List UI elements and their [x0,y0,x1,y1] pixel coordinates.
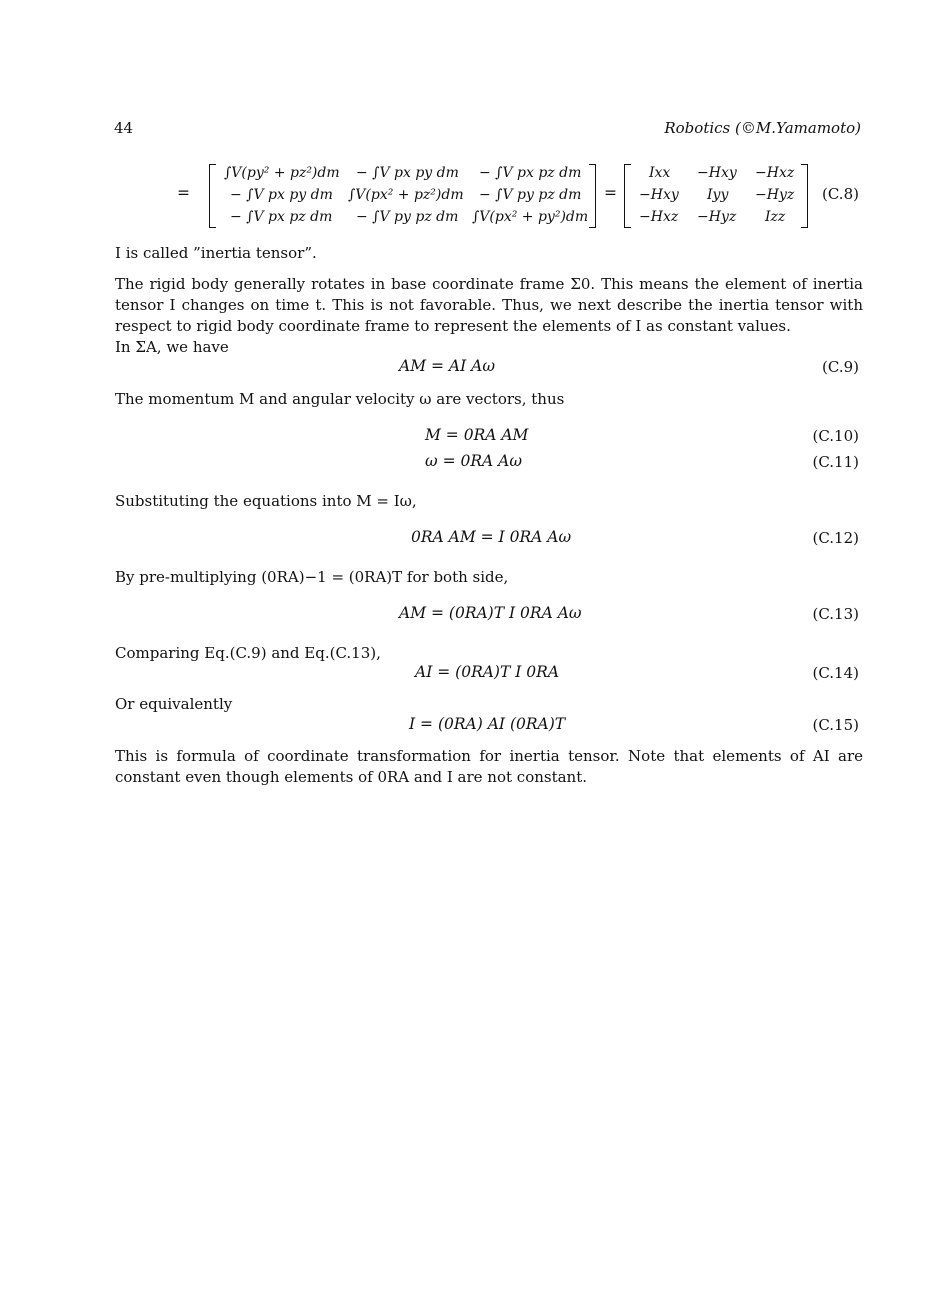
matrix-cell: ∫V(px² + pz²)dm [348,187,464,203]
left-bracket [624,164,631,228]
matrix-cell: Ixx [649,165,671,181]
paragraph: Or equivalently [115,695,233,713]
equals-sign: = [177,184,190,202]
equation-c9: AM = AI Aω [399,357,495,375]
matrix-cell: −Hxy [639,187,679,203]
matrix-cell: −Hxz [639,209,679,225]
paragraph: I is called ”inertia tensor”. [115,244,317,262]
equation-number: (C.10) [812,427,859,445]
equation-c14: AI = (0RA)T I 0RA [415,663,560,681]
equation-number: (C.14) [812,664,859,682]
paragraph: By pre-multiplying (0RA)−1 = (0RA)T for both side, [115,568,509,586]
matrix-cell: − ∫V px pz dm [230,209,333,225]
matrix-cell: −Hxz [755,165,795,181]
equation-number: (C.11) [812,453,859,471]
matrix-cell: −Hyz [755,187,795,203]
matrix-cell: ∫V(px² + py²)dm [472,209,589,225]
equation-number: (C.9) [822,358,859,376]
equals-sign: = [604,184,617,202]
paragraph: The rigid body generally rotates in base coordinate frame Σ0. This means the element of inertia tensor I changes on time t. This is not favorable. Thus, we next describe the inertia tensor with respect to rigid body coordinate frame to represent the elements of I as constant values. [115,275,863,335]
equation-number: (C.15) [812,716,859,734]
equation-c13: AM = (0RA)T I 0RA Aω [399,604,582,622]
page-number: 44 [114,119,134,137]
paragraph: The momentum M and angular velocity ω are vectors, thus [115,390,565,408]
paragraph: This is formula of coordinate transformation for inertia tensor. Note that elements of AI are constant even though elements of 0RA and I are not constant. [115,747,863,786]
left-bracket [209,164,216,228]
matrix-cell: ∫V(py² + pz²)dm [224,165,340,181]
equation-number: (C.12) [812,529,859,547]
equation-c12: 0RA AM = I 0RA Aω [411,528,572,546]
equation-c10: M = 0RA AM [425,426,529,444]
matrix-cell: − ∫V px py dm [356,165,459,181]
right-bracket [801,164,808,228]
matrix-cell: − ∫V px py dm [230,187,333,203]
matrix-cell: Iyy [707,187,729,203]
paragraph: Comparing Eq.(C.9) and Eq.(C.13), [115,644,381,662]
equation-c15: I = (0RA) AI (0RA)T [409,715,566,733]
equation-number: (C.8) [822,185,859,203]
running-title: Robotics (©M.Yamamoto) [664,119,861,137]
paragraph: Substituting the equations into M = Iω, [115,492,417,510]
equation-c11: ω = 0RA Aω [425,452,522,470]
matrix-cell: −Hxy [697,165,737,181]
matrix-cell: −Hyz [697,209,737,225]
matrix-cell: − ∫V py pz dm [356,209,459,225]
right-bracket [589,164,596,228]
matrix-cell: − ∫V px pz dm [479,165,582,181]
paragraph: In ΣA, we have [115,338,229,356]
matrix-cell: Izz [765,209,786,225]
equation-number: (C.13) [812,605,859,623]
matrix-cell: − ∫V py pz dm [479,187,582,203]
